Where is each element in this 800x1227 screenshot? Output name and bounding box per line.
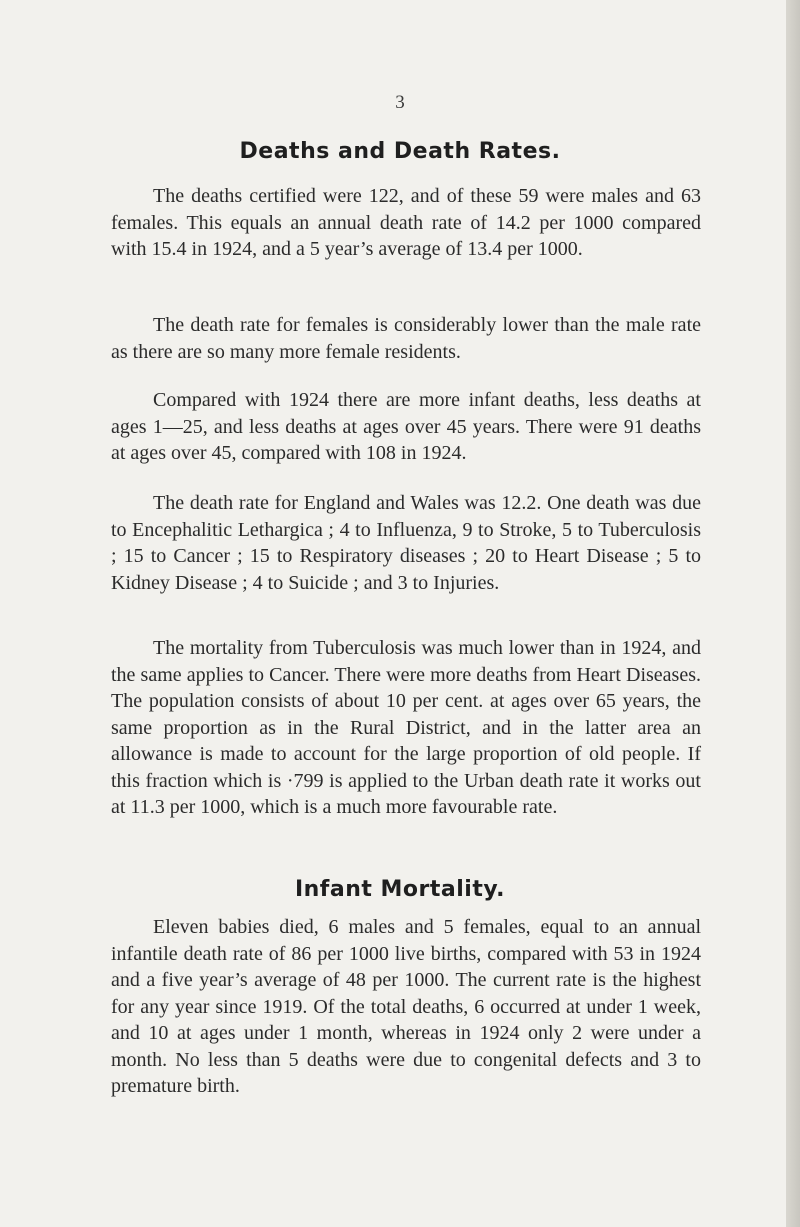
paragraph-infant-deaths: Eleven babies died, 6 males and 5 females, equal to an annual infantile death rate of 86 per 1000 live births, compared with 53 in 1924 and a five year’s average of 48 per 1000. The current rate is the highest for any year since 1919. Of the total deaths, 6 occurred at under 1 week, and 10 at ages under 1 month, whereas in 1924 only 2 were under a month. No less than 5 deaths were due to congenital defects and 3 to premature birth. [111, 916, 701, 1097]
section-heading-deaths: Deaths and Death Rates. [239, 139, 561, 164]
paragraph-mortality-tuberculosis: The mortality from Tuberculosis was much lower than in 1924, and the same applies to Cancer. There were more deaths from Heart Diseases. The population consists of about 10 per cent. at ages over 65 years, the same proportion as in the Rural District, and in the latter area an allowance is made to account for the large proportion of old people. If this fraction which is ·799 is applied to the Urban death rate it works out at 11.3 per 1000, which is a much more favourable rate. [111, 637, 701, 818]
paragraph-causes-of-death: The death rate for England and Wales was 12.2. One death was due to Encephalitic Lethargica ; 4 to Influenza, 9 to Stroke, 5 to Tuberculosis ; 15 to Cancer ; 15 to Respiratory diseases ; 20 to Heart Disease ; 5 to Kidney Disease ; 4 to Suicide ; and 3 to Injuries. [111, 492, 701, 594]
page-edge [786, 0, 800, 1227]
section-heading-infant: Infant Mortality. [294, 877, 506, 902]
paragraph-deaths-certified: The deaths certified were 122, and of these 59 were males and 63 females. This equals an annual death rate of 14.2 per 1000 compared with 15.4 in 1924, and a 5 year’s average of 13.4 per 1000. [111, 185, 701, 260]
paragraph-female-rate: The death rate for females is considerably lower than the male rate as there are so many more female residents. [111, 314, 701, 363]
paragraph-comparison-1924: Compared with 1924 there are more infant deaths, less deaths at ages 1—25, and less deaths at ages over 45 years. There were 91 deaths at ages over 45, compared with 108 in 1924. [111, 389, 701, 464]
page-number: 3 [395, 92, 405, 113]
